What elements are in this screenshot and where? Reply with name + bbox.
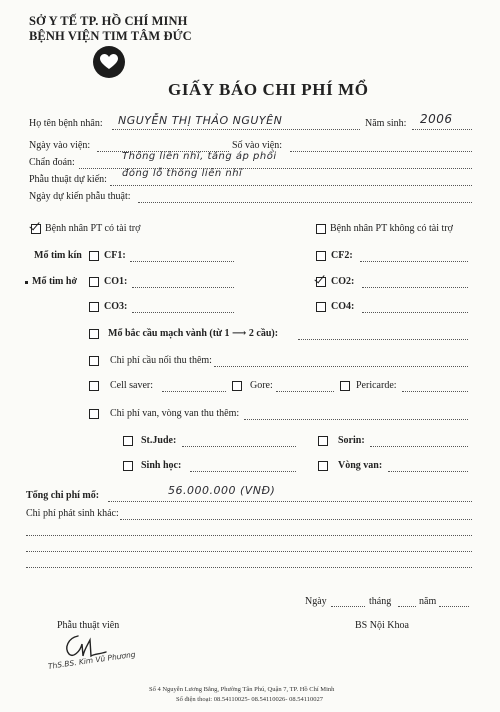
closed-heart-label: Mổ tim kín [34, 250, 82, 261]
st-jude-label: St.Jude: [141, 435, 177, 446]
heart-icon [100, 54, 118, 70]
extra-cost-line [214, 366, 468, 367]
co1-label: CO1: [104, 276, 128, 287]
date-month-line [398, 606, 416, 607]
unfunded-label: Bệnh nhân PT không có tài trợ [330, 223, 453, 234]
st-jude-line [182, 446, 296, 447]
cabg-line [298, 339, 468, 340]
pericarde-label: Pericarde: [356, 380, 397, 391]
extra-line-2 [26, 535, 472, 536]
extra-line-1 [120, 519, 472, 520]
surgery-label: Phẫu thuật dự kiến: [29, 174, 107, 185]
total-line [108, 501, 472, 502]
cabg-label: Mổ bắc cầu mạch vành (từ 1 ⟶ 2 cầu): [108, 328, 279, 339]
surgery-date-label: Ngày dự kiến phẫu thuật: [29, 191, 131, 202]
date-day-label: Ngày [305, 596, 327, 607]
gore-line [276, 391, 334, 392]
pericarde-checkbox[interactable] [340, 381, 350, 391]
funded-label: Bệnh nhân PT có tài trợ [45, 223, 141, 234]
st-jude-checkbox[interactable] [123, 436, 133, 446]
admit-no-line [290, 151, 472, 152]
surgeon-label: Phẫu thuật viên [57, 620, 120, 631]
doctor-label: BS Nội Khoa [355, 620, 409, 631]
co2-checkbox[interactable] [316, 277, 326, 287]
pericarde-line [402, 391, 468, 392]
funded-checkbox[interactable] [31, 224, 41, 234]
birth-year-line [412, 129, 472, 130]
co1-checkbox[interactable] [89, 277, 99, 287]
cell-saver-checkbox[interactable] [89, 381, 99, 391]
surgery-line [110, 185, 472, 186]
patient-name-value: NGUYỄN THỊ THẢO NGUYÊN [118, 114, 283, 127]
open-heart-label: Mổ tim hở [32, 276, 77, 287]
ring-label: Vòng van: [338, 460, 383, 471]
bio-checkbox[interactable] [123, 461, 133, 471]
co4-checkbox[interactable] [316, 302, 326, 312]
gore-checkbox[interactable] [232, 381, 242, 391]
extra-label: Chi phí phát sinh khác: [26, 508, 119, 519]
diagnosis-label: Chẩn đoán: [29, 157, 75, 168]
co4-line [362, 312, 468, 313]
bio-label: Sinh học: [141, 460, 182, 471]
cf2-line [360, 261, 468, 262]
cf1-line [130, 261, 234, 262]
extra-line-4 [26, 567, 472, 568]
date-day-line [331, 606, 365, 607]
co3-label: CO3: [104, 301, 128, 312]
birth-year-label: Năm sinh: [365, 118, 407, 129]
date-year-line [439, 606, 469, 607]
date-year-label: năm [419, 596, 437, 607]
total-label: Tổng chi phí mổ: [26, 490, 100, 501]
date-month-label: tháng [369, 596, 392, 607]
bio-line [190, 471, 296, 472]
patient-name-label: Họ tên bệnh nhân: [29, 118, 103, 129]
cf1-label: CF1: [104, 250, 126, 261]
surgeon-name-stamp: ThS.BS. Kim Vũ Phương [47, 649, 137, 671]
total-value: 56.000.000 (VNĐ) [168, 484, 276, 497]
co1-line [132, 287, 234, 288]
birth-year-value: 2006 [420, 112, 453, 126]
sorin-checkbox[interactable] [318, 436, 328, 446]
hospital-name: BỆNH VIỆN TIM TÂM ĐỨC [29, 29, 192, 43]
sorin-line [370, 446, 468, 447]
bullet-icon [25, 281, 28, 284]
ministry-name: SỞ Y TẾ TP. HỒ CHÍ MINH [29, 14, 188, 28]
footer-address: Số 4 Nguyễn Lương Bằng, Phường Tân Phú, Quận 7, TP. Hồ Chí Minh [149, 686, 335, 693]
cf2-label: CF2: [331, 250, 353, 261]
co2-line [362, 287, 468, 288]
surgery-value: đóng lỗ thông liên nhĩ [122, 168, 243, 179]
valve-cost-line [244, 419, 468, 420]
footer-phone: Số điện thoại: 08.54110025- 08.54110026- 08.54110027 [176, 696, 323, 703]
surgery-date-line [138, 202, 472, 203]
extra-line-3 [26, 551, 472, 552]
sorin-label: Sorin: [338, 435, 365, 446]
cf1-checkbox[interactable] [89, 251, 99, 261]
cell-saver-line [162, 391, 226, 392]
page-title: GIẤY BÁO CHI PHÍ MỔ [168, 80, 369, 99]
hospital-logo [93, 46, 125, 78]
cabg-checkbox[interactable] [89, 329, 99, 339]
co4-label: CO4: [331, 301, 355, 312]
valve-cost-checkbox[interactable] [89, 409, 99, 419]
co3-line [132, 312, 234, 313]
admit-date-label: Ngày vào viện: [29, 140, 91, 151]
cf2-checkbox[interactable] [316, 251, 326, 261]
cell-saver-label: Cell saver: [110, 380, 154, 391]
gore-label: Gore: [250, 380, 273, 391]
valve-cost-label: Chi phí van, vòng van thu thêm: [110, 408, 240, 419]
ring-line [388, 471, 468, 472]
admit-no-label: Số vào viện: [232, 140, 282, 151]
ring-checkbox[interactable] [318, 461, 328, 471]
patient-name-line [112, 129, 360, 130]
unfunded-checkbox[interactable] [316, 224, 326, 234]
extra-cost-checkbox[interactable] [89, 356, 99, 366]
extra-cost-label: Chi phí cầu nối thu thêm: [110, 355, 212, 366]
co2-label: CO2: [331, 276, 355, 287]
diagnosis-value: Thông liên nhĩ, tăng áp phổi [122, 151, 277, 162]
co3-checkbox[interactable] [89, 302, 99, 312]
